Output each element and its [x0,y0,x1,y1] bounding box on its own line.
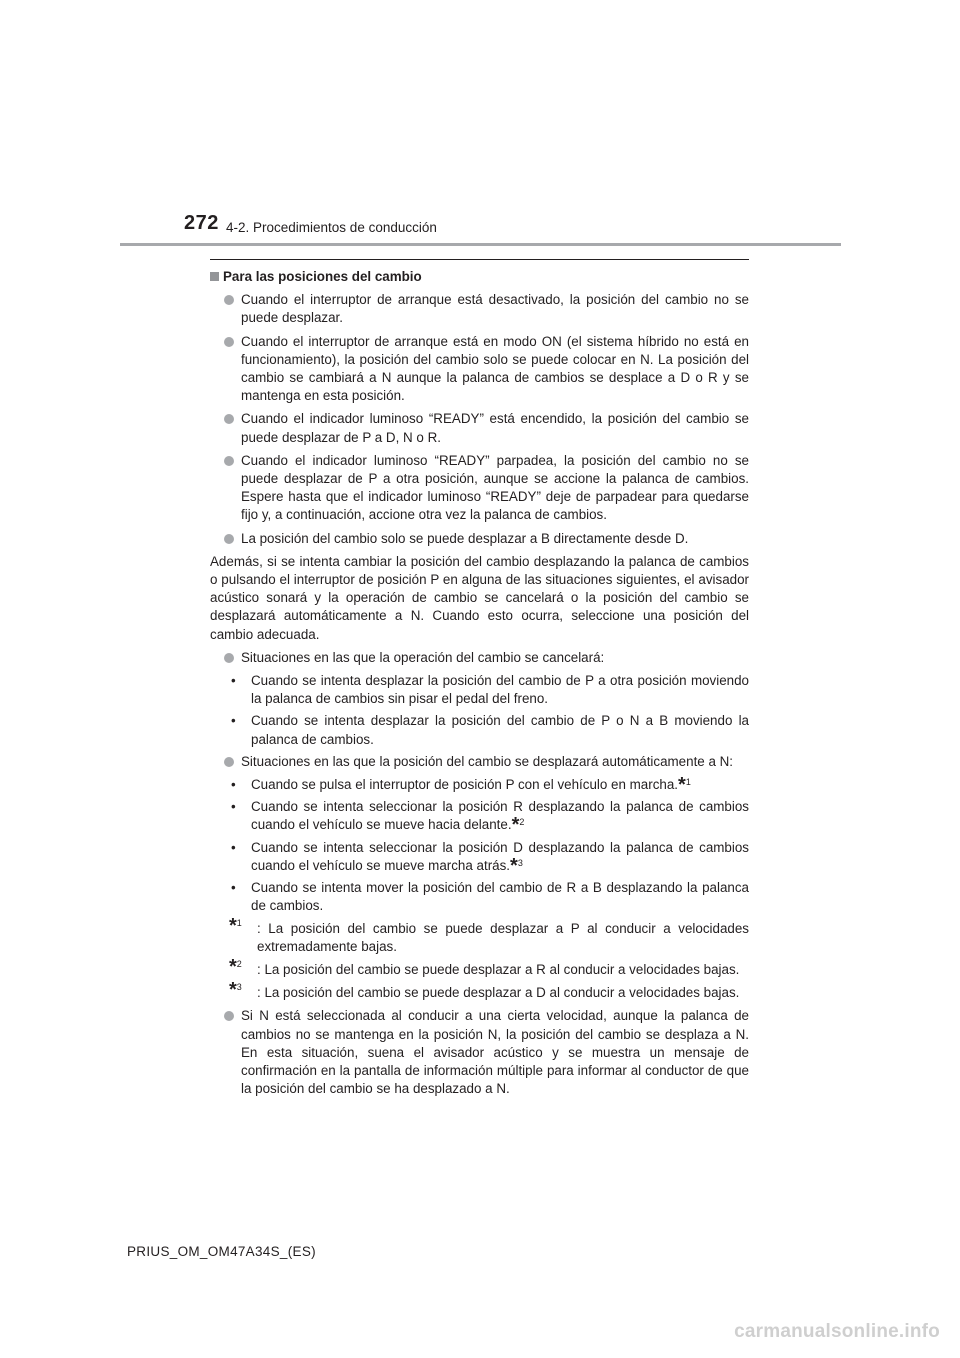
sub-list-item [210,774,749,797]
circle-bullet-icon [224,757,234,767]
circle-bullet-icon [224,337,234,347]
footnote-mark [229,955,242,978]
sub-bullet-marker: • [231,673,236,689]
list-item-text: La posición del cambio solo se puede desplazar a B directamente desde D. [241,530,689,546]
footnote-ref-number: 1 [685,777,691,788]
sub-list-item [210,712,749,748]
list-item-text: Cuando el interruptor de arranque está desactivado, la posición del cambio no se puede desplazar. [241,292,749,326]
sub-list-item-text: Cuando se intenta seleccionar la posición D desplazando la palanca de cambios cuando el vehículo se mueve marcha atrás. [251,839,749,873]
footnote-text: : La posición del cambio se puede desplazar a R al conducir a velocidades bajas. [257,961,740,977]
list-item [210,333,749,406]
list-item-text: Situaciones en las que la posición del cambio se desplazará automáticamente a N: [241,753,734,769]
list-item [210,649,749,667]
list-item-text: Situaciones en las que la operación del cambio se cancelará: [241,649,605,665]
header-divider [120,243,841,246]
list-item [210,753,749,771]
page-content [210,268,749,1103]
footnote-ref-star: * [510,854,518,877]
footnote-ref-number: 3 [517,857,523,868]
sub-list-item-text: Cuando se pulsa el interruptor de posición P con el vehículo en marcha. [251,777,679,793]
watermark: carmanualsonline.info [734,1321,940,1342]
sub-list-item [210,879,749,915]
list-item [210,410,749,446]
footnote-mark [229,914,242,937]
list-item-text: Cuando el indicador luminoso “READY” parpadea, la posición del cambio no se puede desplazar de P a otra posición, aunque se accione la palanca de cambios. Espere hasta que el indicador luminoso “READY” deje de parpadear para quedarse fijo y, a continuación, accione otra vez la palanca de cambios. [241,452,749,523]
footnote-ref-star: * [511,814,520,837]
footnote-mark [229,979,242,1002]
sub-list-item [210,672,749,708]
sub-list-item-text: Cuando se intenta seleccionar la posición R desplazando la palanca de cambios cuando el vehículo se mueve hacia delante. [251,799,749,833]
subsection-heading-text: Para las posiciones del cambio [223,269,422,284]
footnote-star: * [229,979,237,1002]
list-item-text: Cuando el interruptor de arranque está en modo ON (el sistema híbrido no está en funcionamiento), la posición del cambio solo se puede colocar en N. La posición del cambio se cambiará a N aunque la palanca de cambios se desplace a D o R y se mantenga en esta posición. [241,333,749,404]
list-item [210,452,749,525]
sub-list-item-text: Cuando se intenta desplazar la posición del cambio de P a otra posición moviendo la palanca de cambios sin pisar el pedal del freno. [251,673,749,707]
page-number: 272 [184,212,219,234]
sub-list-item-text: Cuando se intenta mover la posición del cambio de R a B desplazando la palanca de cambios. [251,880,749,914]
sub-bullet-marker: • [231,777,236,793]
footnote-text: : La posición del cambio se puede desplazar a P al conducir a velocidades extremadamente bajas. [257,920,749,954]
footnote [210,979,749,1002]
sub-list-item [210,798,749,837]
footnote-star: * [229,955,237,978]
footnote-ref-star: * [678,774,686,797]
sub-bullet-marker: • [231,713,236,729]
circle-bullet-icon [224,534,234,544]
square-bullet-icon [210,272,219,281]
circle-bullet-icon [224,456,234,466]
sub-list-item [210,839,749,875]
footnote-number: 2 [236,958,242,969]
footnote-number: 1 [236,917,242,928]
footnote-ref-number: 2 [519,817,525,828]
footnote-text: : La posición del cambio se puede desplazar a D al conducir a velocidades bajas. [257,985,740,1001]
list-item-text: Si N está seleccionada al conducir a una cierta velocidad, aunque la palanca de cambios no se mantenga en la posición N, la posición del cambio se desplaza a N. En esta situación, suena el avisador acústico y se muestra un mensaje de confirmación en la pantalla de información múltiple para informar al conductor de que la posición del cambio se ha desplazado a N. [241,1008,749,1097]
content-divider [210,259,749,260]
footnote [210,955,749,979]
list-item [210,1007,749,1098]
sub-bullet-marker: • [231,880,236,896]
document-id: PRIUS_OM_OM47A34S_(ES) [127,1244,316,1259]
list-item-text: Cuando el indicador luminoso “READY” está encendido, la posición del cambio se puede desplazar de P a D, N o R. [241,411,749,445]
body-paragraph: Además, si se intenta cambiar la posición del cambio desplazando la palanca de cambios o pulsando el interruptor de posición P en alguna de las situaciones siguientes, el avisador acústico sonará y la operación de cambio se cancelará o la posición del cambio se desplazará automáticamente a N. Cuando esto ocurra, seleccione una posición del cambio adecuada. [210,553,749,642]
section-title: 4-2. Procedimientos de conducción [226,220,437,235]
list-item [210,291,749,327]
circle-bullet-icon [224,653,234,663]
footnote-number: 3 [236,982,242,993]
sub-list-item-text: Cuando se intenta desplazar la posición del cambio de P o N a B moviendo la palanca de cambios. [251,713,749,747]
sub-bullet-marker: • [231,799,236,815]
subsection-heading [210,268,749,286]
list-item [210,530,749,548]
footnote [210,914,749,956]
sub-bullet-marker: • [231,839,236,855]
footnote-star: * [229,914,237,937]
